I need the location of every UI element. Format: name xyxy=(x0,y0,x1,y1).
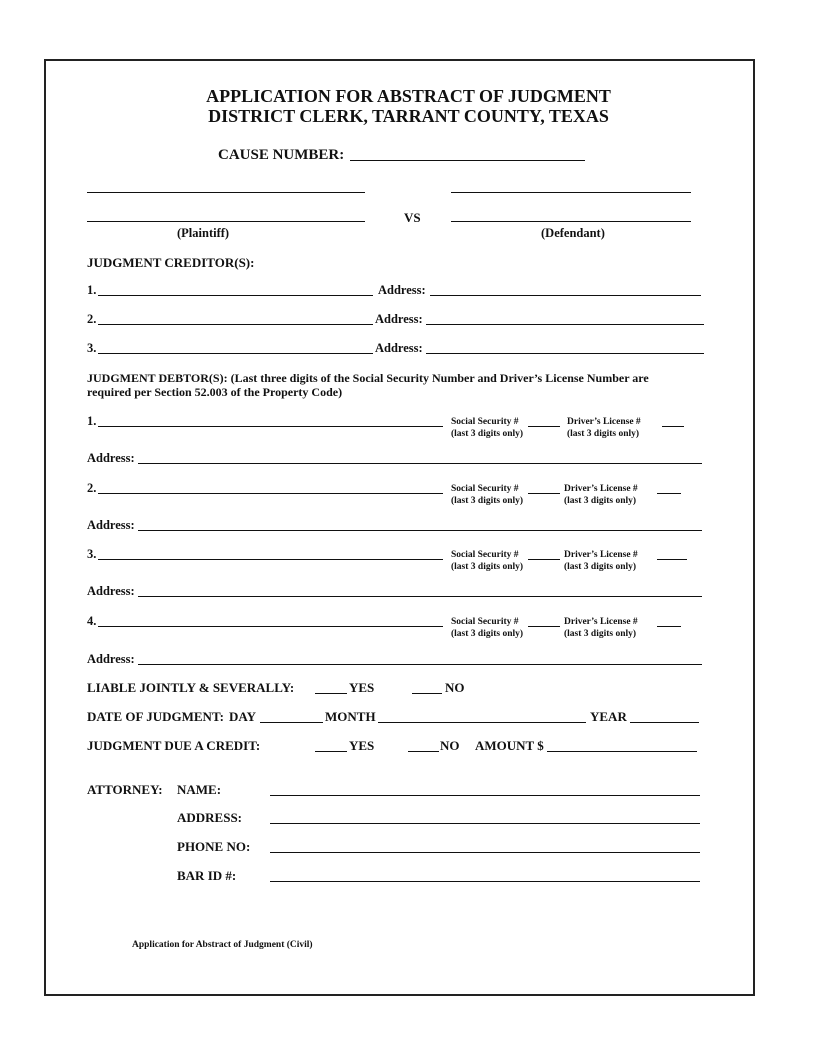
debtor-2-address-field[interactable] xyxy=(138,530,702,531)
debtor-1-dl-field[interactable] xyxy=(662,426,684,427)
credit-yes-field[interactable] xyxy=(315,751,347,752)
month-field[interactable] xyxy=(378,722,586,723)
debtor-3-ss-label: Social Security # xyxy=(451,550,519,560)
liable-yes-field[interactable] xyxy=(315,693,347,694)
debtor-1-ss-label: Social Security # xyxy=(451,417,519,427)
debtor-4-address-label: Address: xyxy=(87,652,135,666)
debtor-2-address-label: Address: xyxy=(87,518,135,532)
debtor-2-ss-field[interactable] xyxy=(528,493,560,494)
debtor-2-ss-label: Social Security # xyxy=(451,484,519,494)
debtor-4-ss-label: Social Security # xyxy=(451,617,519,627)
defendant-line-2[interactable] xyxy=(451,221,691,222)
creditor-1-name-field[interactable] xyxy=(98,295,373,296)
attorney-label: ATTORNEY: xyxy=(87,782,163,797)
defendant-line-1[interactable] xyxy=(451,192,691,193)
debtor-4-number: 4. xyxy=(87,614,97,628)
debtor-3-address-label: Address: xyxy=(87,584,135,598)
debtor-3-dl-field[interactable] xyxy=(657,559,687,560)
footer-form-name: Application for Abstract of Judgment (Civil) xyxy=(132,940,313,950)
vs-label: VS xyxy=(404,210,421,225)
debtor-2-name-field[interactable] xyxy=(98,493,443,494)
debtor-4-name-field[interactable] xyxy=(98,626,443,627)
attorney-phone-label: PHONE NO: xyxy=(177,839,251,854)
amount-label: AMOUNT $ xyxy=(475,738,544,753)
creditor-3-number: 3. xyxy=(87,341,97,355)
debtor-1-ss-note: (last 3 digits only) xyxy=(451,429,524,439)
debtors-heading-line2: required per Section 52.003 of the Property Code) xyxy=(87,385,343,399)
debtor-3-name-field[interactable] xyxy=(98,559,443,560)
debtor-4-dl-note: (last 3 digits only) xyxy=(564,629,637,639)
debtor-2-dl-field[interactable] xyxy=(657,493,681,494)
attorney-address-field[interactable] xyxy=(270,823,700,824)
debtor-3-dl-label: Driver’s License # xyxy=(564,550,638,560)
creditor-3-address-label: Address: xyxy=(375,341,423,355)
credit-yes-label: YES xyxy=(349,738,375,753)
creditor-3-address-field[interactable] xyxy=(426,353,704,354)
attorney-name-label: NAME: xyxy=(177,782,222,797)
debtor-1-name-field[interactable] xyxy=(98,426,443,427)
creditor-2-number: 2. xyxy=(87,312,97,326)
debtor-4-ss-note: (last 3 digits only) xyxy=(451,629,524,639)
debtor-1-address-label: Address: xyxy=(87,451,135,465)
debtor-1-ss-field[interactable] xyxy=(528,426,560,427)
form-subtitle: DISTRICT CLERK, TARRANT COUNTY, TEXAS xyxy=(208,106,609,126)
attorney-bar-id-label: BAR ID #: xyxy=(177,868,237,883)
debtor-4-dl-field[interactable] xyxy=(657,626,681,627)
debtor-1-dl-label: Driver’s License # xyxy=(567,417,641,427)
creditor-1-address-label: Address: xyxy=(378,283,426,297)
attorney-phone-field[interactable] xyxy=(270,852,700,853)
creditor-1-number: 1. xyxy=(87,283,97,297)
creditor-2-address-field[interactable] xyxy=(426,324,704,325)
liable-yes-label: YES xyxy=(349,680,375,695)
creditor-3-name-field[interactable] xyxy=(98,353,373,354)
defendant-label: (Defendant) xyxy=(541,226,605,240)
creditor-2-address-label: Address: xyxy=(375,312,423,326)
credit-no-label: NO xyxy=(440,738,460,753)
month-label: MONTH xyxy=(325,709,376,724)
debtor-3-ss-field[interactable] xyxy=(528,559,560,560)
debtor-2-dl-note: (last 3 digits only) xyxy=(564,496,637,506)
debtor-4-ss-field[interactable] xyxy=(528,626,560,627)
debtor-1-number: 1. xyxy=(87,414,97,428)
debtor-2-number: 2. xyxy=(87,481,97,495)
cause-number-label: CAUSE NUMBER: xyxy=(218,147,345,163)
debtor-1-address-field[interactable] xyxy=(138,463,702,464)
liable-no-label: NO xyxy=(445,680,465,695)
debtor-3-address-field[interactable] xyxy=(138,596,702,597)
plaintiff-line-1[interactable] xyxy=(87,192,365,193)
debtor-2-dl-label: Driver’s License # xyxy=(564,484,638,494)
credit-no-field[interactable] xyxy=(408,751,439,752)
debtor-4-address-field[interactable] xyxy=(138,664,702,665)
date-of-judgment-label: DATE OF JUDGMENT: xyxy=(87,709,224,724)
plaintiff-line-2[interactable] xyxy=(87,221,365,222)
year-label: YEAR xyxy=(590,709,627,724)
debtor-4-dl-label: Driver’s License # xyxy=(564,617,638,627)
liable-no-field[interactable] xyxy=(412,693,442,694)
debtors-heading-line1: JUDGMENT DEBTOR(S): (Last three digits of the Social Security Number and Driver’s License Number are xyxy=(87,371,649,385)
debtor-3-dl-note: (last 3 digits only) xyxy=(564,562,637,572)
day-field[interactable] xyxy=(260,722,323,723)
liable-label: LIABLE JOINTLY & SEVERALLY: xyxy=(87,680,295,695)
year-field[interactable] xyxy=(630,722,699,723)
debtor-1-dl-note: (last 3 digits only) xyxy=(567,429,640,439)
plaintiff-label: (Plaintiff) xyxy=(177,226,230,240)
creditors-heading: JUDGMENT CREDITOR(S): xyxy=(87,255,255,270)
debtor-3-ss-note: (last 3 digits only) xyxy=(451,562,524,572)
amount-field[interactable] xyxy=(547,751,697,752)
attorney-name-field[interactable] xyxy=(270,795,700,796)
cause-number-field[interactable] xyxy=(350,160,585,161)
creditor-2-name-field[interactable] xyxy=(98,324,373,325)
page-border xyxy=(44,59,755,996)
attorney-address-label: ADDRESS: xyxy=(177,810,243,825)
attorney-bar-id-field[interactable] xyxy=(270,881,700,882)
debtor-2-ss-note: (last 3 digits only) xyxy=(451,496,524,506)
credit-label: JUDGMENT DUE A CREDIT: xyxy=(87,738,261,753)
debtor-3-number: 3. xyxy=(87,547,97,561)
creditor-1-address-field[interactable] xyxy=(430,295,701,296)
day-label: DAY xyxy=(229,709,256,724)
form-title: APPLICATION FOR ABSTRACT OF JUDGMENT xyxy=(206,86,611,106)
